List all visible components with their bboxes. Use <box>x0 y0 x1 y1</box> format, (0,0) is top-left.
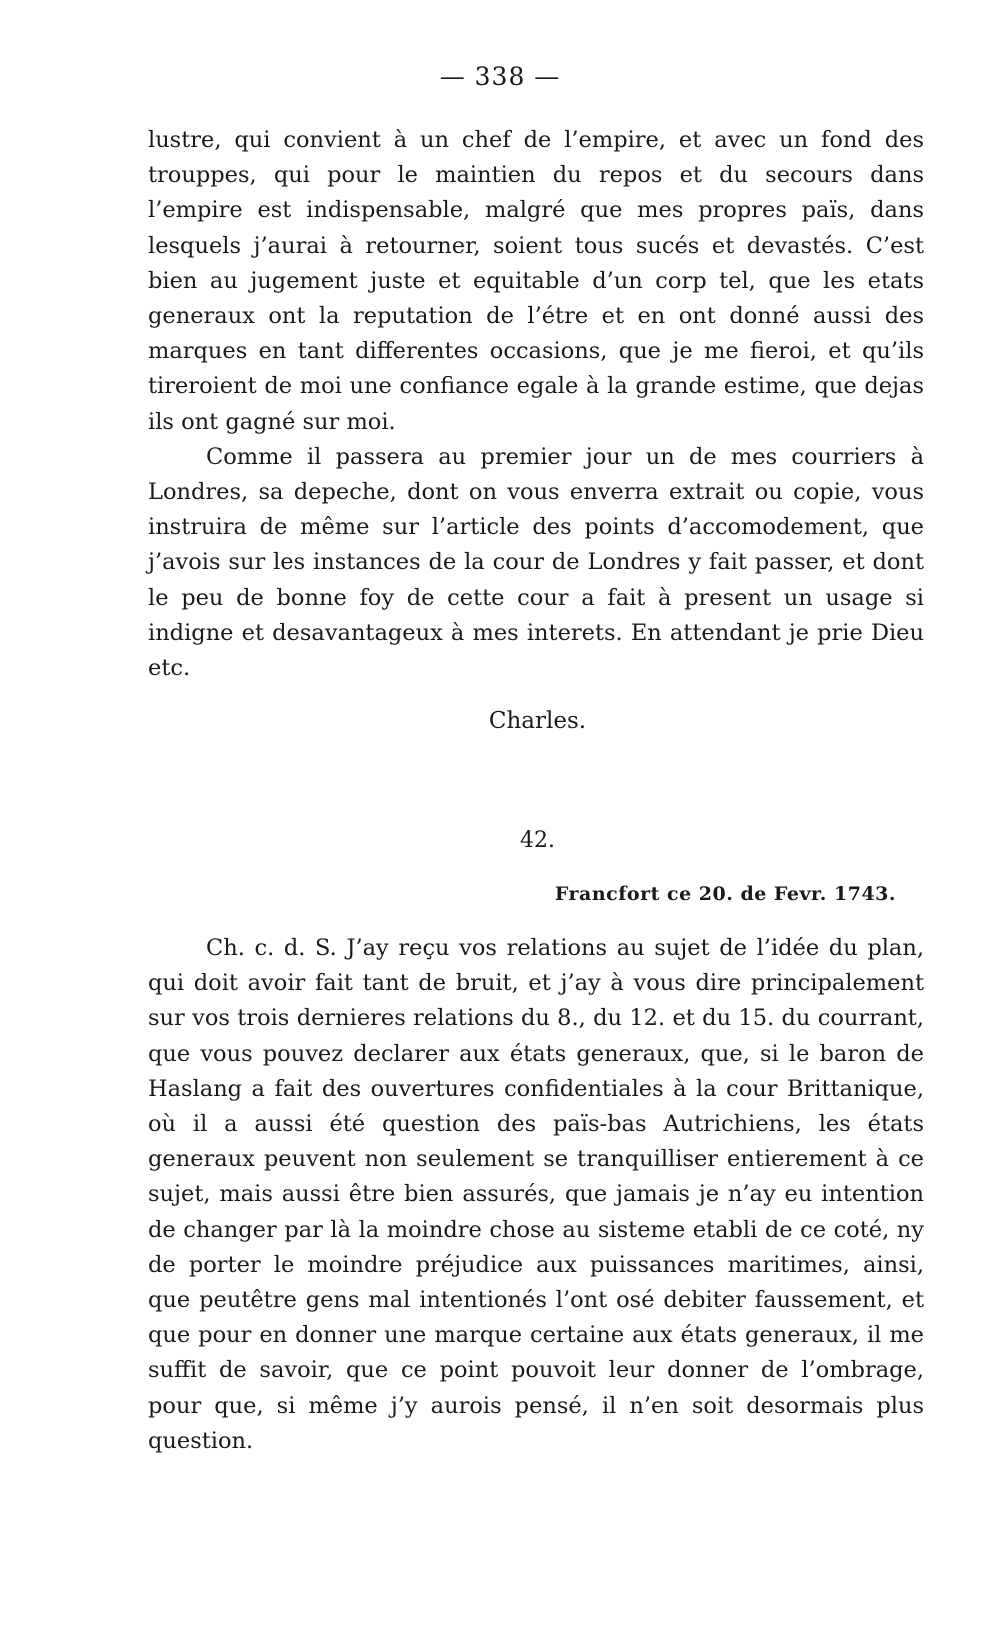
letter-41-body <box>148 123 924 686</box>
paragraph: Comme il passera au premier jour un de mes courriers à Londres, sa depeche, dont on vous enverra extrait ou copie, vous instruira de même sur l’article des points d’accomodement, que j’avois sur les instances de la cour de Londres y fait passer, et dont le peu de bonne foy de cette cour a fait à present un usage si indigne et desavantageux à mes interets. En attendant je prie Dieu etc. <box>148 443 924 682</box>
paragraph: Ch. c. d. S. J’ay reçu vos relations au sujet de l’idée du plan, qui doit avoir fait tant de bruit, et j’ay à vous dire principalement sur vos trois dernieres relations du 8., du 12. et du 15. du courrant, que vous pouvez declarer aux états generaux, que, si le baron de Haslang a fait des ouvertures confidentiales à la cour Brittanique, où il a aussi été question des païs-bas Autrichiens, les états generaux peuvent non seulement se tranquilliser entierement à ce sujet, mais aussi être bien assurés, que jamais je n’ay eu intention de changer par là la moindre chose au sisteme etabli de ce coté, ny de porter le moindre préjudice aux puissances maritimes, ainsi, que peutêtre gens mal intentionés l’ont osé debiter faussement, et que pour en donner une marque certaine aux états generaux, il me suffit de savoir, que ce point pouvoit leur donner de l’ombrage, pour que, si même j’y aurois pensé, il n’en soit desormais plus question. <box>148 935 924 1454</box>
paragraph: lustre, qui convient à un chef de l’empire, et avec un fond des trouppes, qui pour le maintien du repos et du secours dans l’empire est indispensable, malgré que mes propres païs, dans lesquels j’aurai à retourner, soient tous sucés et devastés. C’est bien au jugement juste et equitable d’un corp tel, que les etats generaux ont la reputation de l’étre et en ont donné aussi des marques en tant differentes occasions, que je me fieroi, et qu’ils tireroient de moi une confiance egale à la grande estime, que dejas ils ont gagné sur moi. <box>148 127 924 435</box>
dateline: Francfort ce 20. de Fevr. 1743. <box>554 883 896 905</box>
page-number: — 338 — <box>439 62 561 91</box>
signature: Charles. <box>488 708 587 734</box>
letter-number: 42. <box>520 828 555 853</box>
letter-42-body <box>148 931 924 1459</box>
